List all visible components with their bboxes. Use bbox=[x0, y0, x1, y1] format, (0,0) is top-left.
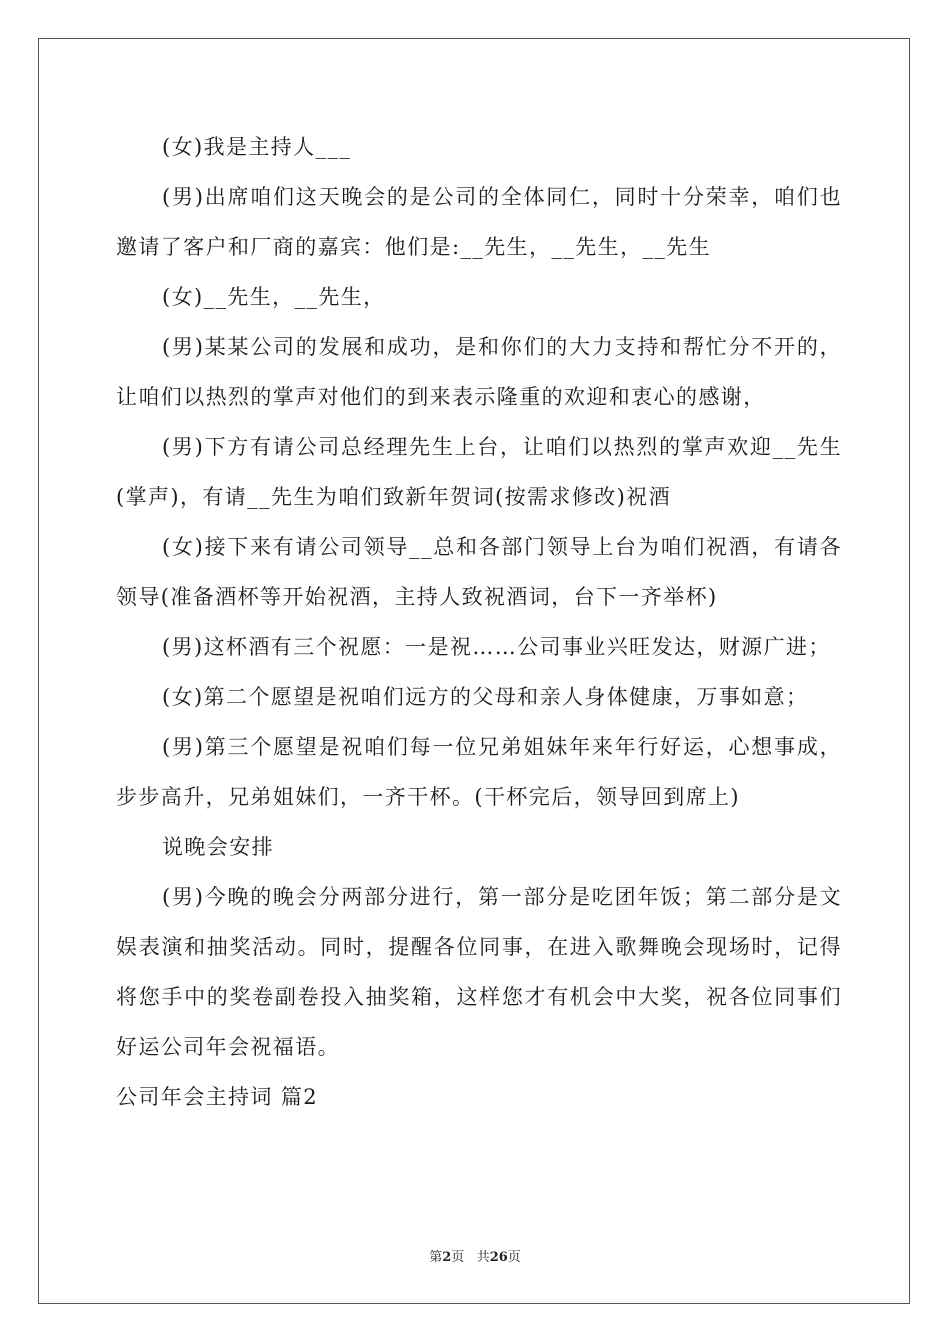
total-prefix: 共 bbox=[476, 1250, 490, 1265]
paragraph: (男)今晚的晚会分两部分进行，第一部分是吃团年饭；第二部分是文娱表演和抽奖活动。同时，提醒各位同事，在进入歌舞晚会现场时，记得将您手中的奖卷副卷投入抽奖箱，这样您才有机会中大奖，祝各位同事们好运公司年会祝福语。 bbox=[116, 885, 842, 1059]
page-prefix: 第 bbox=[429, 1250, 443, 1265]
paragraph: (男)某某公司的发展和成功，是和你们的大力支持和帮忙分不开的，让咱们以热烈的掌声对他们的到来表示隆重的欢迎和衷心的感谢， bbox=[116, 335, 842, 409]
paragraph: (女)第二个愿望是祝咱们远方的父母和亲人身体健康，万事如意； bbox=[162, 685, 809, 709]
page-suffix: 页 bbox=[451, 1250, 465, 1265]
total-suffix: 页 bbox=[507, 1250, 521, 1265]
section-heading: 公司年会主持词 篇2 bbox=[116, 1085, 319, 1109]
paragraph: (男)出席咱们这天晚会的是公司的全体同仁，同时十分荣幸，咱们也邀请了客户和厂商的嘉宾：他们是:__先生，__先生，__先生 bbox=[116, 185, 842, 259]
document-body bbox=[116, 122, 842, 1122]
paragraph: (女)我是主持人___ bbox=[162, 135, 352, 159]
paragraph: (男)这杯酒有三个祝愿：一是祝……公司事业兴旺发达，财源广进； bbox=[162, 635, 831, 659]
page-number: 2 bbox=[442, 1250, 452, 1265]
paragraph: (女)__先生，__先生， bbox=[162, 285, 386, 309]
paragraph: 说晚会安排 bbox=[162, 835, 274, 859]
page-footer bbox=[0, 1246, 950, 1265]
total-pages: 26 bbox=[489, 1250, 508, 1265]
paragraph: (男)第三个愿望是祝咱们每一位兄弟姐妹年来年行好运，心想事成，步步高升，兄弟姐妹们，一齐干杯。(干杯完后，领导回到席上) bbox=[116, 735, 842, 809]
paragraph: (男)下方有请公司总经理先生上台，让咱们以热烈的掌声欢迎__先生(掌声)，有请__先生为咱们致新年贺词(按需求修改)祝酒 bbox=[116, 435, 842, 509]
paragraph: (女)接下来有请公司领导__总和各部门领导上台为咱们祝酒，有请各领导(准备酒杯等开始祝酒，主持人致祝酒词，台下一齐举杯) bbox=[116, 535, 842, 609]
